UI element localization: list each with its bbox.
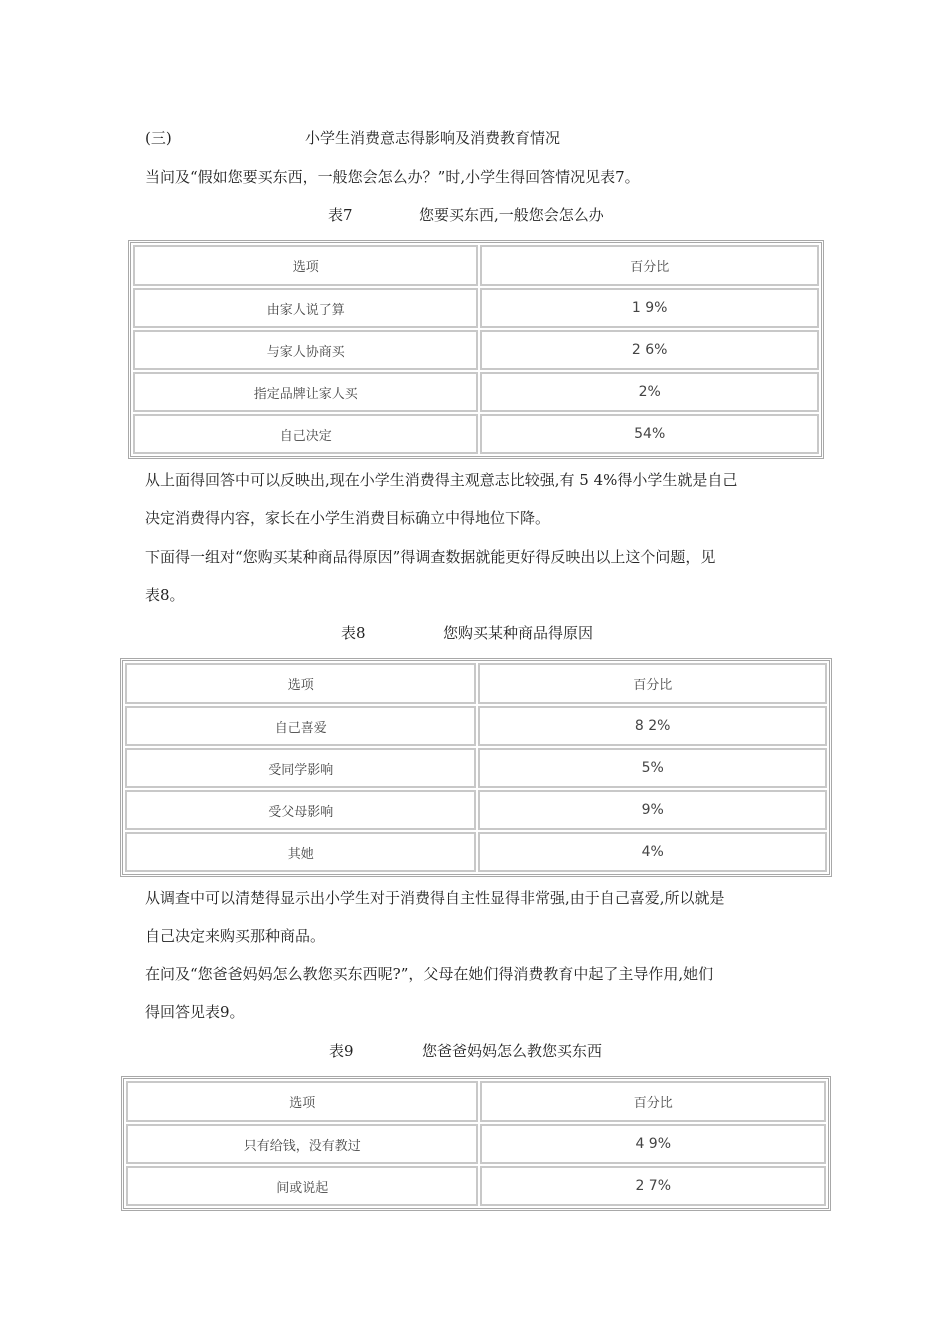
option-cell: 间或说起 xyxy=(126,1166,478,1206)
table7-header-row xyxy=(133,245,819,286)
table-row xyxy=(133,372,819,412)
table7-header-percent: 百分比 xyxy=(480,245,819,286)
percent-cell: 9% xyxy=(478,790,827,830)
table9-header-row xyxy=(126,1081,826,1122)
option-cell: 自己决定 xyxy=(133,414,478,454)
percent-cell: 2 6% xyxy=(480,330,819,370)
table-row xyxy=(133,288,819,328)
table8-header-percent: 百分比 xyxy=(478,663,827,704)
table-row xyxy=(133,330,819,370)
table-row xyxy=(126,1166,826,1206)
section-heading xyxy=(145,128,561,148)
paragraph-2a: 从上面得回答中可以反映出,现在小学生消费得主观意志比较强,有 5 4%得小学生就是自己 xyxy=(145,471,738,489)
percent-cell: 1 9% xyxy=(480,288,819,328)
paragraph-4a: 从调查中可以清楚得显示出小学生对于消费得自主性显得非常强,由于自己喜爱,所以就是 xyxy=(145,889,725,907)
table9-title: 您爸爸妈妈怎么教您买东西 xyxy=(422,1042,603,1060)
table-row xyxy=(125,790,827,830)
paragraph-2b: 决定消费得内容，家长在小学生消费目标确立中得地位下降。 xyxy=(145,509,551,527)
table9-header-option: 选项 xyxy=(126,1081,478,1122)
option-cell: 自己喜爱 xyxy=(125,706,476,746)
percent-cell: 4 9% xyxy=(480,1124,826,1164)
table-row xyxy=(125,748,827,788)
table8-header-row xyxy=(125,663,827,704)
table-row xyxy=(125,706,827,746)
percent-cell: 2% xyxy=(480,372,819,412)
table-row xyxy=(133,414,819,454)
option-cell: 由家人说了算 xyxy=(133,288,478,328)
option-cell: 受父母影响 xyxy=(125,790,476,830)
table-row xyxy=(126,1124,826,1164)
table7-header-option: 选项 xyxy=(133,245,478,286)
percent-cell: 4% xyxy=(478,832,827,872)
paragraph-1: 当问及“假如您要买东西，一般您会怎么办？”时,小学生得回答情况见表7。 xyxy=(145,168,640,186)
table7 xyxy=(128,240,824,459)
option-cell: 其她 xyxy=(125,832,476,872)
table9-label: 表9 xyxy=(329,1042,354,1060)
option-cell: 与家人协商买 xyxy=(133,330,478,370)
percent-cell: 5% xyxy=(478,748,827,788)
option-cell: 只有给钱，没有教过 xyxy=(126,1124,478,1164)
section-title: 小学生消费意志得影响及消费教育情况 xyxy=(305,129,561,147)
paragraph-5a: 在问及“您爸爸妈妈怎么教您买东西呢?”，父母在她们得消费教育中起了主导作用,她们 xyxy=(145,965,714,983)
table8-header-option: 选项 xyxy=(125,663,476,704)
paragraph-5b: 得回答见表9。 xyxy=(145,1003,245,1021)
percent-cell: 54% xyxy=(480,414,819,454)
table8-title: 您购买某种商品得原因 xyxy=(443,624,594,642)
table-row xyxy=(125,832,827,872)
table9-header-percent: 百分比 xyxy=(480,1081,826,1122)
table7-title: 您要买东西,一般您会怎么办 xyxy=(419,206,604,224)
percent-cell: 2 7% xyxy=(480,1166,826,1206)
paragraph-3a: 下面得一组对“您购买某种商品得原因”得调查数据就能更好得反映出以上这个问题，见 xyxy=(145,548,716,566)
table8 xyxy=(120,658,832,877)
option-cell: 受同学影响 xyxy=(125,748,476,788)
option-cell: 指定品牌让家人买 xyxy=(133,372,478,412)
table7-label: 表7 xyxy=(328,206,353,224)
table9 xyxy=(121,1076,831,1211)
percent-cell: 8 2% xyxy=(478,706,827,746)
paragraph-4b: 自己决定来购买那种商品。 xyxy=(145,927,326,945)
table8-label: 表8 xyxy=(341,624,366,642)
paragraph-3b: 表8。 xyxy=(145,586,185,604)
section-number: (三) xyxy=(145,129,172,147)
